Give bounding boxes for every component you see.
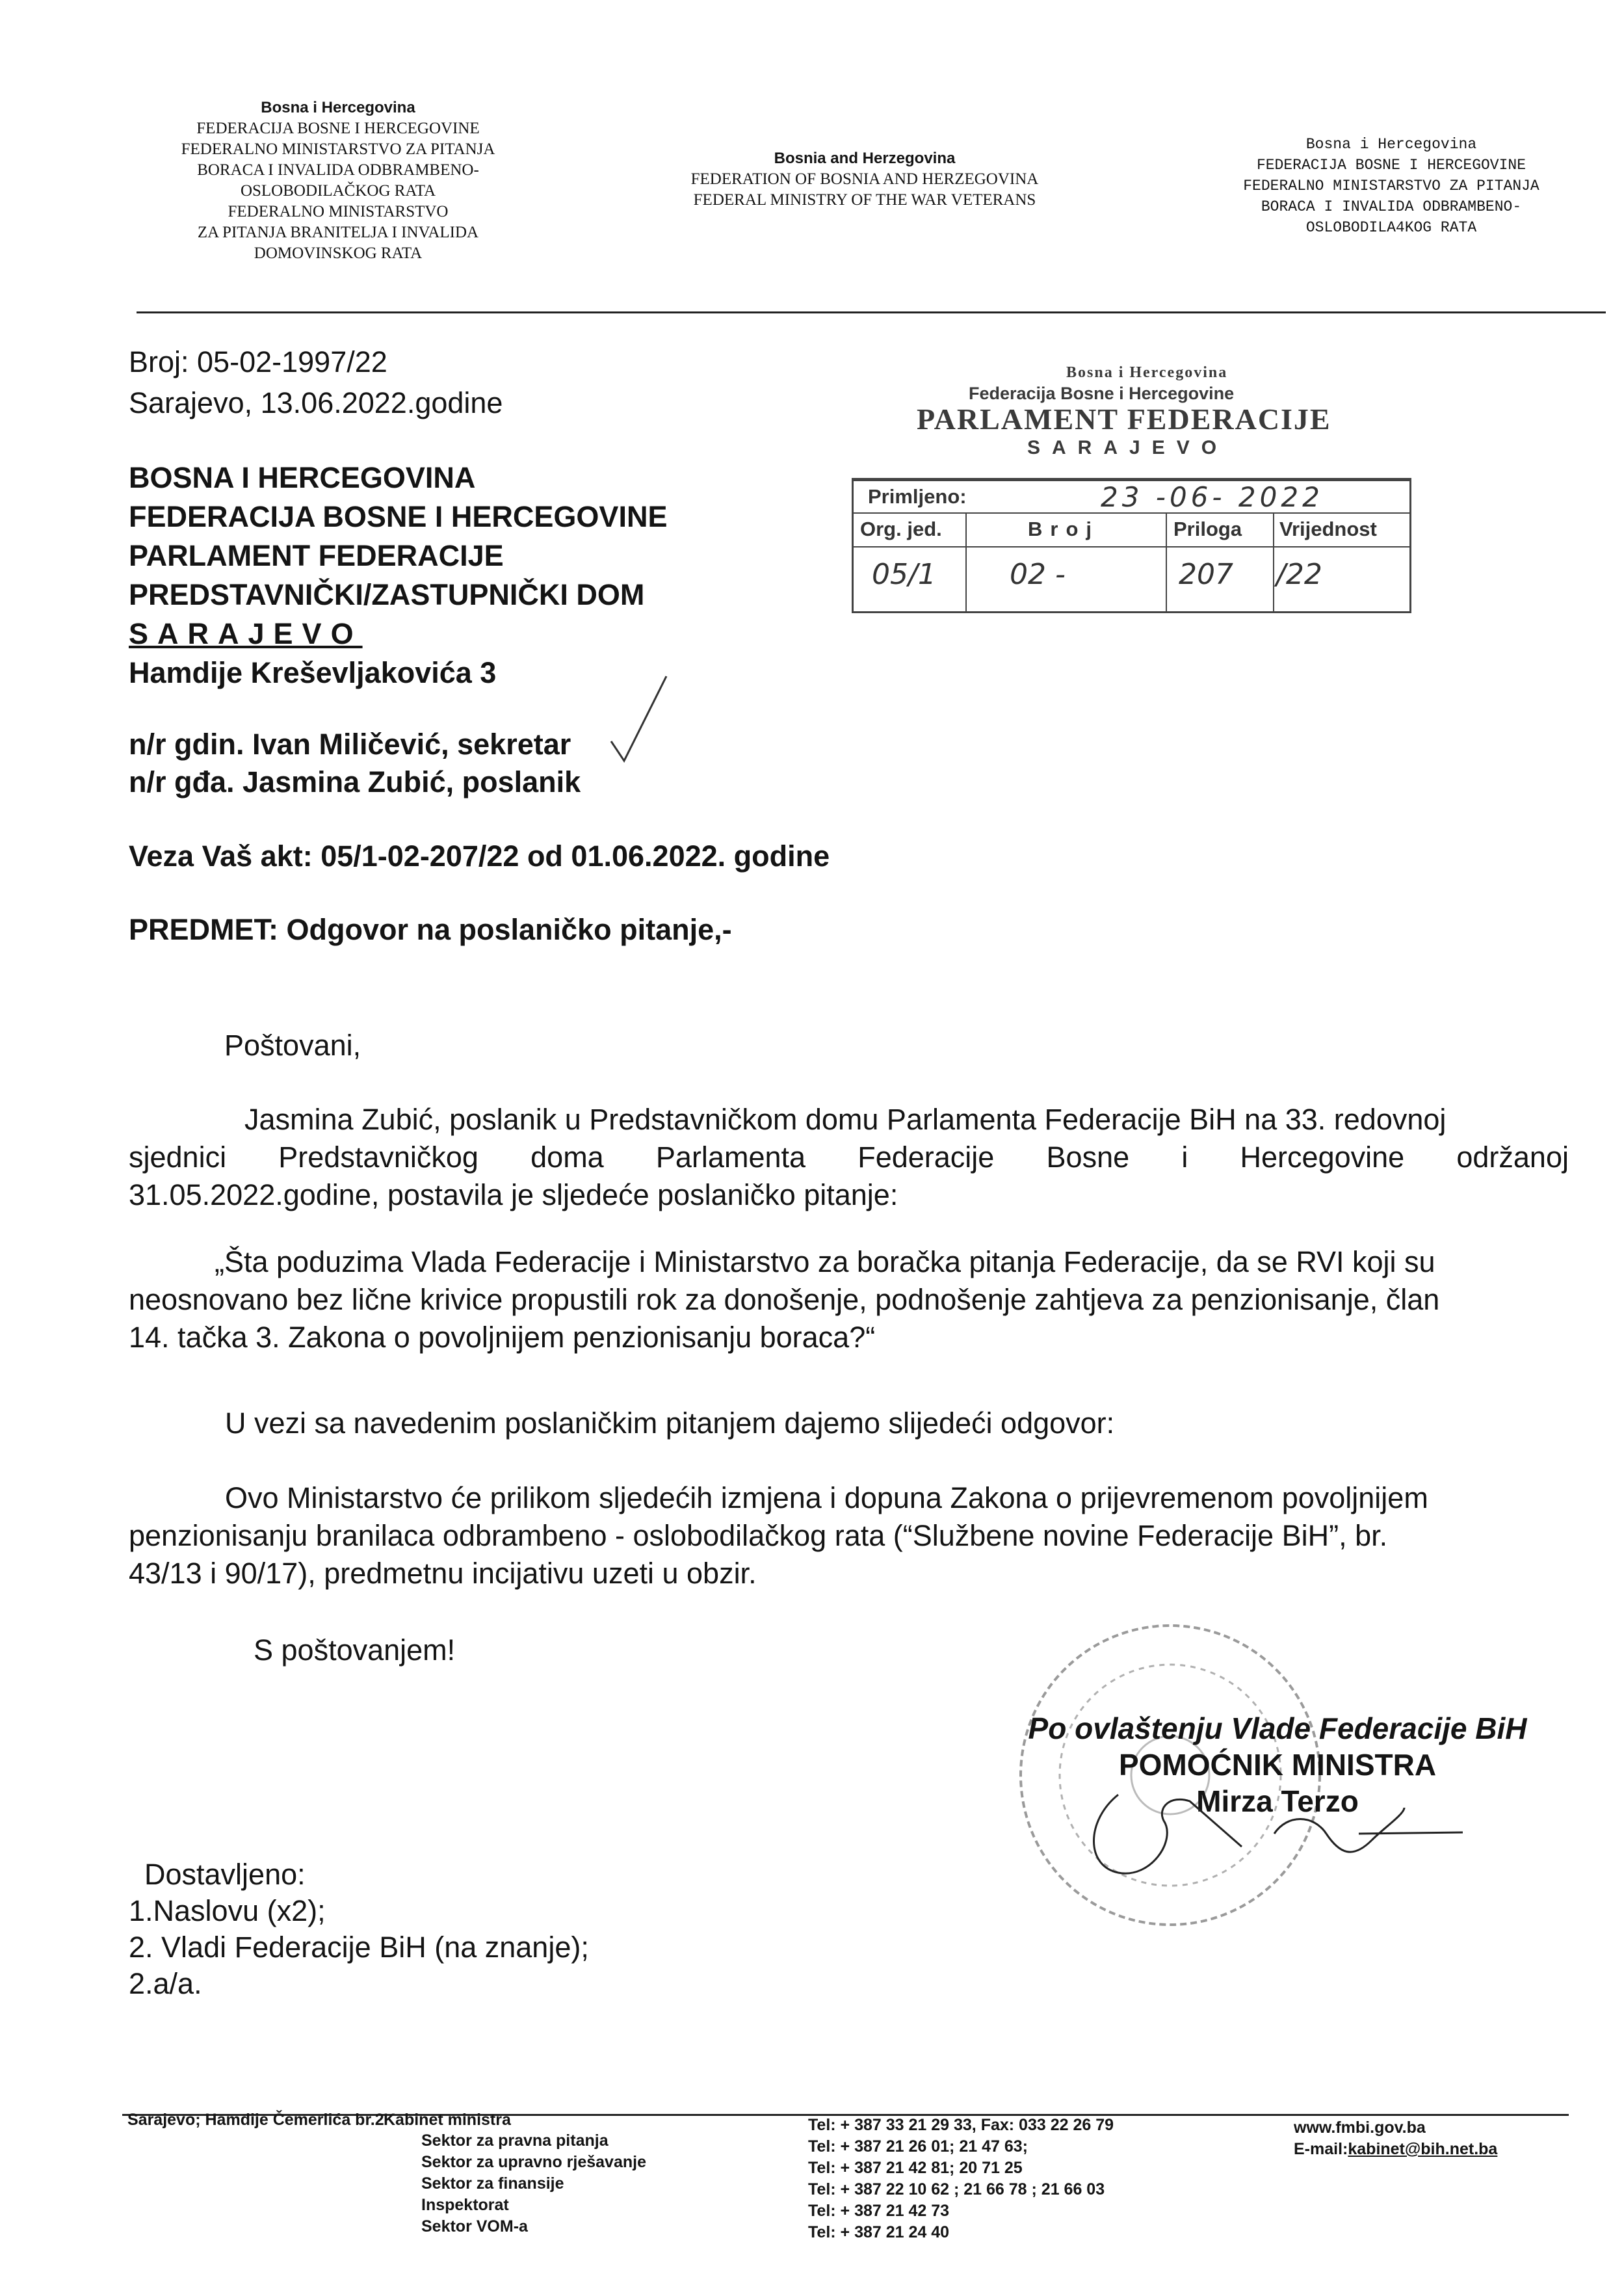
stamp-col-priloga: Priloga	[1173, 518, 1242, 540]
checkmark-signature-icon	[605, 670, 676, 780]
signature-authority: Po ovlaštenju Vlade Federacije BiH	[1028, 1711, 1527, 1745]
header-left-line: BORACA I INVALIDA ODBRAMBENO-	[197, 161, 479, 179]
parliament-received-stamp	[852, 364, 1411, 637]
stamp-received-label: Primljeno:	[868, 485, 967, 508]
distribution-heading: Dostavljeno:	[144, 1858, 306, 1891]
footer-departments	[421, 2130, 646, 2237]
stamp-col-broj: Broj	[1028, 518, 1099, 540]
paragraph-line: 31.05.2022.godine, postavila je sljedeće poslaničko pitanje:	[129, 1178, 898, 1211]
stamp-hand-broj: 02 -	[1010, 558, 1066, 591]
stamp-line: Federacija Bosne i Hercegovine	[969, 384, 1235, 403]
header-right-line: OSLOBODILA4KOG RATA	[1305, 219, 1477, 236]
footer-phone: Tel: + 387 21 42 73	[808, 2202, 950, 2220]
handwritten-signature	[1079, 1769, 1469, 1899]
stamp-received-date: 23 -06- 2022	[1101, 481, 1324, 513]
paragraph-quoted-question	[129, 1243, 1569, 1356]
footer-department: Inspektorat	[421, 2196, 509, 2214]
header-center-line: Bosnia and Herzegovina	[774, 150, 956, 167]
recipient-city: SARAJEVO	[129, 617, 363, 650]
distribution-item: 2.a/a.	[129, 1967, 202, 2000]
header-right-line: Bosna i Hercegovina	[1305, 136, 1477, 153]
paragraph-line: Jasmina Zubić, poslanik u Predstavničkom domu Parlamenta Federacije BiH na 33. redovnoj	[244, 1103, 1447, 1136]
stamp-line: Bosna i Hercegovina	[1066, 364, 1228, 381]
footer-department: Sektor za finansije	[421, 2174, 564, 2193]
paragraph-question-intro	[129, 1101, 1569, 1214]
paragraph-line: 43/13 i 90/17), predmetnu incijativu uzeti u obzir.	[129, 1557, 757, 1590]
header-left-line: Bosna i Hercegovina	[261, 99, 415, 116]
paragraph-line: 14. tačka 3. Zakona o povoljnijem penzionisanju boraca?“	[129, 1321, 876, 1354]
paragraph-line: Ovo Ministarstvo će prilikom sljedećih izmjena i dopuna Zakona o prijevremenom povoljnijem	[225, 1481, 1428, 1514]
attention-secretary: n/r gdin. Ivan Miličević, sekretar	[129, 728, 571, 761]
footer-phone: Tel: + 387 21 26 01; 21 47 63;	[808, 2137, 1028, 2156]
header-center-line: FEDERATION OF BOSNIA AND HERZEGOVINA	[690, 170, 1039, 188]
header-right-block	[1177, 134, 1606, 238]
header-center-line: FEDERAL MINISTRY OF THE WAR VETERANS	[693, 191, 1036, 209]
reference-line: Veza Vaš akt: 05/1-02-207/22 od 01.06.2022. godine	[129, 839, 830, 873]
document-date: Sarajevo, 13.06.2022.godine	[129, 386, 503, 419]
recipient-line: FEDERACIJA BOSNE I HERCEGOVINE	[129, 500, 668, 533]
header-center-block	[644, 148, 1086, 211]
footer-phone: Tel: + 387 21 42 81; 20 71 25	[808, 2159, 1023, 2177]
paragraph-line: sjednici Predstavničkog doma Parlamenta Federacije Bosne i Hercegovine održanoj	[129, 1141, 1569, 1174]
header-right-line: FEDERALNO MINISTARSTVO ZA PITANJA	[1243, 178, 1539, 194]
closing-phrase: S poštovanjem!	[254, 1633, 456, 1667]
paragraph-answer-intro	[129, 1405, 1569, 1442]
paragraph-line: neosnovano bez lične krivice propustili rok za donošenje, podnošenje zahtjeva za penzionisanje, član	[129, 1283, 1440, 1316]
recipient-address	[129, 458, 667, 693]
distribution-item: 2. Vladi Federacije BiH (na znanje);	[129, 1931, 589, 1964]
signature-title: POMOĆNIK MINISTRA	[1118, 1748, 1437, 1782]
distribution-item: 1.Naslovu (x2);	[129, 1894, 326, 1927]
header-left-line: ZA PITANJA BRANITELJA I INVALIDA	[197, 224, 479, 241]
subject-line: PREDMET: Odgovor na poslaničko pitanje,-	[129, 913, 732, 946]
paragraph-line: penzionisanju branilaca odbrambeno - oslobodilačkog rata (“Službene novine Federacije BiH”, br.	[129, 1519, 1388, 1552]
header-divider	[137, 311, 1606, 313]
distribution-list	[129, 1856, 589, 2002]
recipient-line: PARLAMENT FEDERACIJE	[129, 539, 504, 572]
paragraph-line: U vezi sa navedenim poslaničkim pitanjem dajemo slijedeći odgovor:	[225, 1406, 1115, 1440]
header-left-line: FEDERACIJA BOSNE I HERCEGOVINE	[196, 120, 480, 137]
signature-name: Mirza Terzo	[1196, 1784, 1359, 1818]
footer-department: Sektor VOM-a	[421, 2217, 528, 2236]
header-left-line: FEDERALNO MINISTARSTVO	[228, 203, 449, 220]
recipient-street: Hamdije Kreševljakovića 3	[129, 656, 497, 689]
footer-email-link[interactable]: kabinet@bih.net.ba	[1348, 2140, 1498, 2158]
header-left-line: OSLOBODILAČKOG RATA	[240, 182, 436, 200]
recipient-line: PREDSTAVNIČKI/ZASTUPNIČKI DOM	[129, 578, 645, 611]
stamp-table	[852, 478, 1411, 613]
footer-website-link[interactable]: www.fmbi.gov.ba	[1294, 2118, 1426, 2137]
footer-phone: Tel: + 387 21 24 40	[808, 2223, 950, 2241]
attention-deputy: n/r gđa. Jasmina Zubić, poslanik	[129, 765, 581, 798]
recipient-line: BOSNA I HERCEGOVINA	[129, 461, 476, 494]
header-left-line: FEDERALNO MINISTARSTVO ZA PITANJA	[181, 140, 495, 158]
stamp-hand-org: 05/1	[872, 558, 936, 591]
stamp-hand-vrijednost: /22	[1276, 558, 1322, 591]
footer-address: Sarajevo; Hamdije Čemerlića br.2	[127, 2111, 384, 2129]
header-right-line: FEDERACIJA BOSNE I HERCEGOVINE	[1256, 157, 1526, 174]
stamp-col-org: Org. jed.	[860, 518, 942, 540]
footer-department: Sektor za pravna pitanja	[421, 2131, 609, 2150]
footer-department: Sektor za upravno rješavanje	[421, 2153, 646, 2171]
footer-email-label: E-mail:	[1294, 2140, 1348, 2158]
footer-phones	[808, 2115, 1114, 2243]
footer-phone: Tel: + 387 22 10 62 ; 21 66 78 ; 21 66 03	[808, 2180, 1105, 2198]
footer-department: Kabinet ministra	[384, 2111, 511, 2129]
stamp-hand-priloga: 207	[1179, 558, 1233, 591]
paragraph-answer	[129, 1479, 1569, 1592]
document-number: Broj: 05-02-1997/22	[129, 345, 387, 378]
paragraph-line: „Šta poduzima Vlada Federacije i Ministarstvo za boračka pitanja Federacije, da se RVI koji su	[215, 1245, 1435, 1278]
salutation: Poštovani,	[224, 1029, 361, 1062]
header-left-line: DOMOVINSKOG RATA	[254, 244, 423, 262]
stamp-line: SARAJEVO	[1027, 437, 1229, 458]
stamp-col-vrijednost: Vrijednost	[1279, 518, 1377, 540]
header-right-line: BORACA I INVALIDA ODBRAMBENO-	[1261, 198, 1522, 215]
footer-contact	[1294, 2117, 1497, 2160]
stamp-line: PARLAMENT FEDERACIJE	[917, 402, 1331, 436]
header-left-block	[117, 98, 559, 264]
footer-phone: Tel: + 387 33 21 29 33, Fax: 033 22 26 79	[808, 2116, 1114, 2134]
